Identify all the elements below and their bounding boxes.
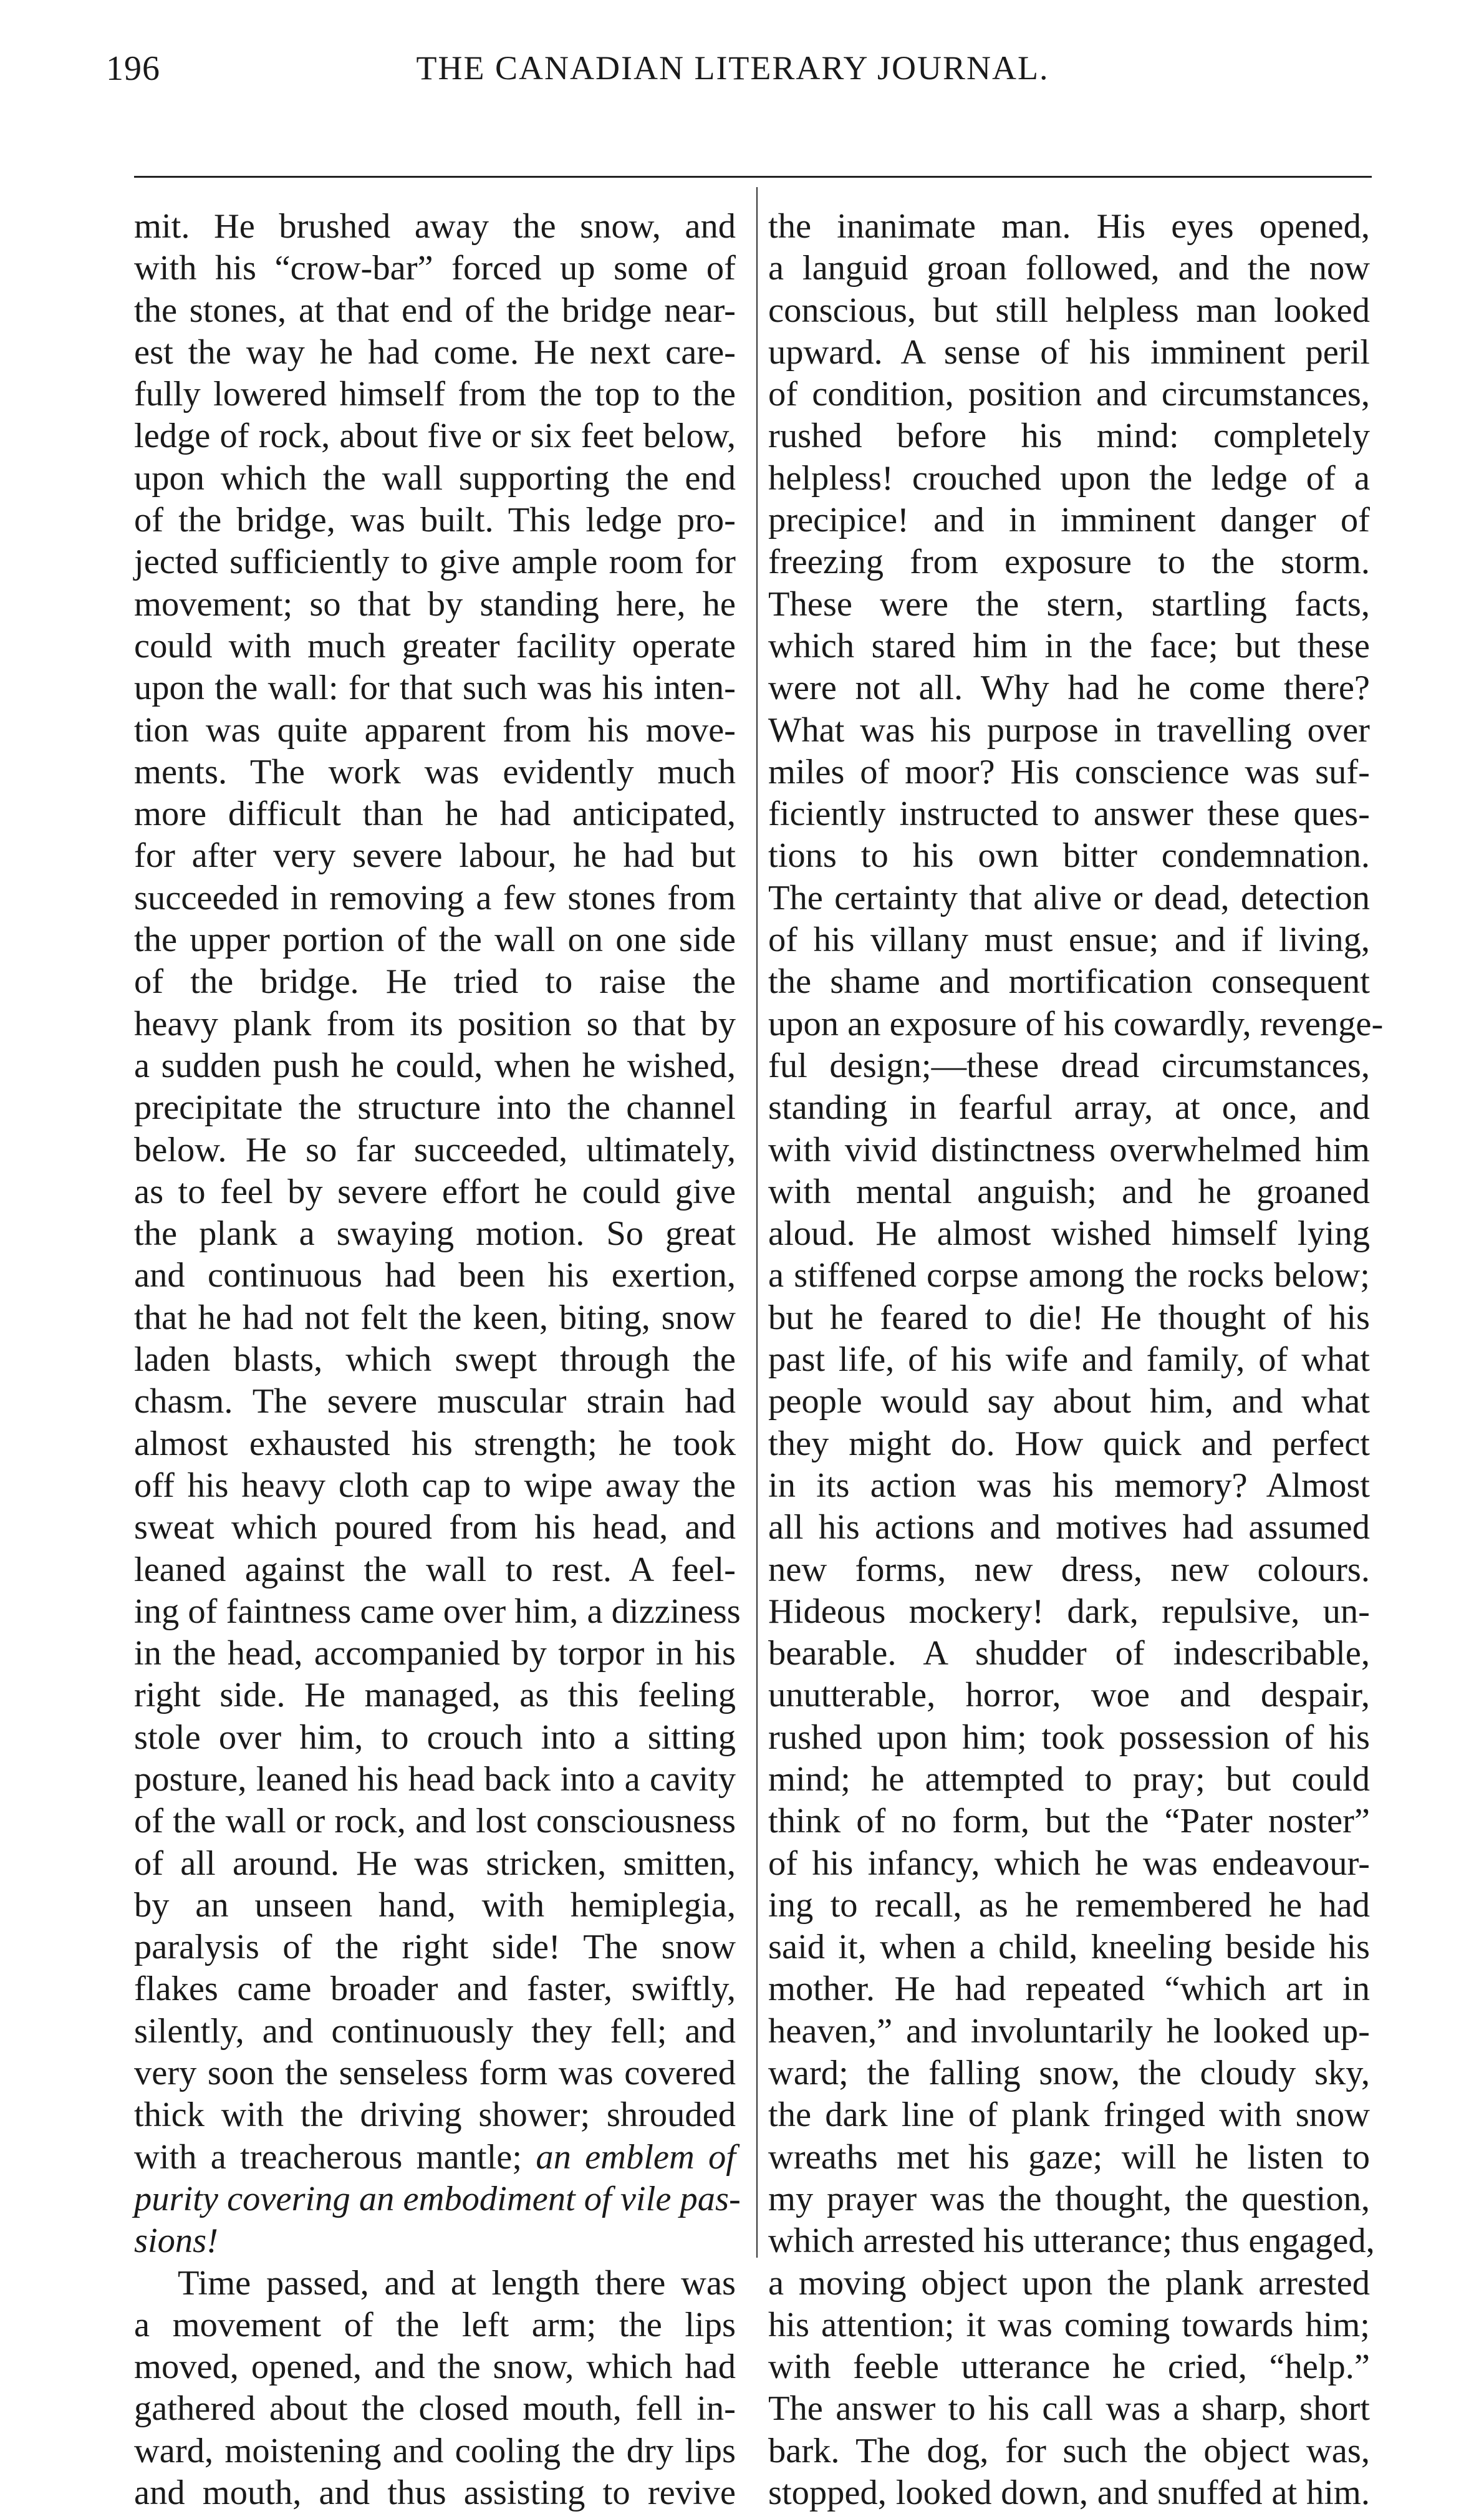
text-line: ledge of rock, about five or six feet below, bbox=[134, 417, 736, 456]
text-line: upon which the wall supporting the end bbox=[134, 458, 736, 498]
text-line: est the way he had come. He next care- bbox=[134, 332, 736, 372]
text-line: very soon the senseless form was covered bbox=[134, 2054, 736, 2093]
text-line: which arrested his utterance; thus engaged, bbox=[768, 2222, 1375, 2261]
text-line: they might do. How quick and perfect bbox=[768, 1424, 1370, 1463]
text-line: ments. The work was evidently much bbox=[134, 752, 736, 791]
text-line: The answer to his call was a sharp, short bbox=[768, 2389, 1370, 2429]
text-line: purity covering an embodiment of vile pas- bbox=[134, 2179, 741, 2218]
text-line: the upper portion of the wall on one side bbox=[134, 921, 736, 960]
text-line: bark. The dog, for such the object was, bbox=[768, 2431, 1370, 2470]
text-line: jected sufficiently to give ample room for bbox=[134, 543, 736, 582]
text-line: flakes came broader and faster, swiftly, bbox=[134, 1970, 736, 2009]
text-line: chasm. The severe muscular strain had bbox=[134, 1382, 736, 1421]
text-line: Time passed, and at length there was bbox=[178, 2263, 736, 2303]
text-line: conscious, but still helpless man looked bbox=[768, 291, 1370, 330]
text-line: precipice! and in imminent danger of bbox=[768, 501, 1370, 540]
text-line: and mouth, and thus assisting to revive bbox=[134, 2473, 736, 2513]
text-line: What was his purpose in travelling over bbox=[768, 710, 1370, 750]
text-line: the stones, at that end of the bridge near- bbox=[134, 291, 736, 330]
text-line: laden blasts, which swept through the bbox=[134, 1340, 736, 1380]
text-line: leaned against the wall to rest. A feel- bbox=[134, 1550, 736, 1589]
text-line: a stiffened corpse among the rocks below; bbox=[768, 1256, 1370, 1295]
text-line: said it, when a child, kneeling beside his bbox=[768, 1928, 1370, 1967]
text-line: ing to recall, as he remembered he had bbox=[768, 1885, 1370, 1925]
text-line: of condition, position and circumstances, bbox=[768, 375, 1370, 414]
text-line: with vivid distinctness overwhelmed him bbox=[768, 1130, 1370, 1169]
text-line: in the head, accompanied by torpor in his bbox=[134, 1634, 736, 1673]
text-line: of the wall or rock, and lost consciousness bbox=[134, 1802, 736, 1841]
text-line: silently, and continuously they fell; and bbox=[134, 2011, 736, 2051]
text-line: that he had not felt the keen, biting, snow bbox=[134, 1298, 736, 1337]
text-line: of all around. He was stricken, smitten, bbox=[134, 1844, 736, 1883]
text-line: ficiently instructed to answer these ques- bbox=[768, 795, 1370, 834]
text-line: more difficult than he had anticipated, bbox=[134, 795, 736, 834]
text-line: precipitate the structure into the channel bbox=[134, 1088, 736, 1128]
text-line: past life, of his wife and family, of what bbox=[768, 1340, 1370, 1380]
text-line: ward, moistening and cooling the dry lips bbox=[134, 2431, 736, 2470]
page-header bbox=[94, 49, 1372, 92]
text-line: stopped, looked down, and snuffed at him. bbox=[768, 2473, 1370, 2513]
text-line: unutterable, horror, woe and despair, bbox=[768, 1676, 1370, 1715]
italic-phrase: an emblem of bbox=[536, 2137, 736, 2177]
text-line: tion was quite apparent from his move- bbox=[134, 710, 736, 750]
text-line: paralysis of the right side! The snow bbox=[134, 1928, 736, 1967]
text-line: new forms, new dress, new colours. bbox=[768, 1550, 1370, 1589]
text-line: movement; so that by standing here, he bbox=[134, 584, 736, 624]
text-line: of the bridge, was built. This ledge pro- bbox=[134, 501, 736, 540]
text-line: upon the wall: for that such was his inten- bbox=[134, 669, 736, 708]
text-line: a moving object upon the plank arrested bbox=[768, 2263, 1370, 2303]
text-line: freezing from exposure to the storm. bbox=[768, 543, 1370, 582]
running-title: THE CANADIAN LITERARY JOURNAL. bbox=[416, 49, 1049, 87]
text-line: tions to his own bitter condemnation. bbox=[768, 836, 1370, 876]
text-line: rushed upon him; took possession of his bbox=[768, 1718, 1370, 1757]
page-number: 196 bbox=[106, 49, 160, 88]
text-line: his attention; it was coming towards him; bbox=[768, 2305, 1370, 2344]
text-line: heavy plank from its position so that by bbox=[134, 1004, 736, 1043]
text-line: with a treacherous mantle; an emblem of bbox=[134, 2137, 736, 2177]
text-line: below. He so far succeeded, ultimately, bbox=[134, 1130, 736, 1169]
text-line: of the bridge. He tried to raise the bbox=[134, 962, 736, 1002]
text-line: all his actions and motives had assumed bbox=[768, 1508, 1370, 1547]
text-line: the dark line of plank fringed with snow bbox=[768, 2096, 1370, 2135]
text-line: The certainty that alive or dead, detection bbox=[768, 878, 1370, 917]
column-divider bbox=[756, 187, 758, 2258]
text-line: of his villany must ensue; and if living, bbox=[768, 921, 1370, 960]
text-line: as to feel by severe effort he could give bbox=[134, 1172, 736, 1211]
text-line: my prayer was the thought, the question, bbox=[768, 2179, 1370, 2218]
text-line: standing in fearful array, at once, and bbox=[768, 1088, 1370, 1128]
text-line: miles of moor? His conscience was suf- bbox=[768, 752, 1370, 791]
text-line: heaven,” and involuntarily he looked up- bbox=[768, 2011, 1370, 2051]
text-line: by an unseen hand, with hemiplegia, bbox=[134, 1885, 736, 1925]
text-line: ing of faintness came over him, a dizziness bbox=[134, 1592, 741, 1631]
text-line: almost exhausted his strength; he took bbox=[134, 1424, 736, 1463]
text-line: could with much greater facility operate bbox=[134, 626, 736, 665]
text-line: which stared him in the face; but these bbox=[768, 626, 1370, 665]
text-line: with his “crow-bar” forced up some of bbox=[134, 249, 736, 288]
text-line: mind; he attempted to pray; but could bbox=[768, 1759, 1370, 1799]
text-line: for after very severe labour, he had but bbox=[134, 836, 736, 876]
text-line: a sudden push he could, when he wished, bbox=[134, 1046, 736, 1085]
text-line: right side. He managed, as this feeling bbox=[134, 1676, 736, 1715]
text-line: Hideous mockery! dark, repulsive, un- bbox=[768, 1592, 1370, 1631]
text-line: but he feared to die! He thought of his bbox=[768, 1298, 1370, 1337]
header-rule bbox=[134, 176, 1372, 178]
text-line: ful design;—these dread circumstances, bbox=[768, 1046, 1370, 1085]
text-line: posture, leaned his head back into a cavity bbox=[134, 1759, 736, 1799]
text-line: sweat which poured from his head, and bbox=[134, 1508, 736, 1547]
text-line: upward. A sense of his imminent peril bbox=[768, 332, 1370, 372]
text-line: gathered about the closed mouth, fell in- bbox=[134, 2389, 736, 2429]
text-line: of his infancy, which he was endeavour- bbox=[768, 1844, 1370, 1883]
text-line: and continuous had been his exertion, bbox=[134, 1256, 736, 1295]
text-line: moved, opened, and the snow, which had bbox=[134, 2347, 736, 2387]
left-column bbox=[134, 206, 741, 2514]
text-line: in its action was his memory? Almost bbox=[768, 1466, 1370, 1505]
text-line: sions! bbox=[134, 2222, 218, 2261]
text-line: were not all. Why had he come there? bbox=[768, 669, 1370, 708]
text-line: mother. He had repeated “which art in bbox=[768, 1970, 1370, 2009]
text-line: the shame and mortification consequent bbox=[768, 962, 1370, 1002]
text-line: upon an exposure of his cowardly, revenge- bbox=[768, 1004, 1384, 1043]
text-line: with mental anguish; and he groaned bbox=[768, 1172, 1370, 1211]
text-line: rushed before his mind: completely bbox=[768, 417, 1370, 456]
text-line: fully lowered himself from the top to the bbox=[134, 375, 736, 414]
text-line: a movement of the left arm; the lips bbox=[134, 2305, 736, 2344]
text-line: mit. He brushed away the snow, and bbox=[134, 207, 736, 246]
text-line: stole over him, to crouch into a sitting bbox=[134, 1718, 736, 1757]
text-line: helpless! crouched upon the ledge of a bbox=[768, 458, 1370, 498]
text-line: with feeble utterance he cried, “help.” bbox=[768, 2347, 1370, 2387]
text-line: These were the stern, startling facts, bbox=[768, 584, 1370, 624]
right-column bbox=[768, 206, 1384, 2514]
text-line: off his heavy cloth cap to wipe away the bbox=[134, 1466, 736, 1505]
text-line: thick with the driving shower; shrouded bbox=[134, 2096, 736, 2135]
text-line: the inanimate man. His eyes opened, bbox=[768, 207, 1370, 246]
text-line: succeeded in removing a few stones from bbox=[134, 878, 736, 917]
text-line: wreaths met his gaze; will he listen to bbox=[768, 2137, 1370, 2177]
text-line: ward; the falling snow, the cloudy sky, bbox=[768, 2054, 1370, 2093]
text-line: think of no form, but the “Pater noster” bbox=[768, 1802, 1370, 1841]
text-line: a languid groan followed, and the now bbox=[768, 249, 1370, 288]
text-line: the plank a swaying motion. So great bbox=[134, 1214, 736, 1254]
text-line: bearable. A shudder of indescribable, bbox=[768, 1634, 1370, 1673]
text-line: aloud. He almost wished himself lying bbox=[768, 1214, 1370, 1254]
text-line: people would say about him, and what bbox=[768, 1382, 1370, 1421]
